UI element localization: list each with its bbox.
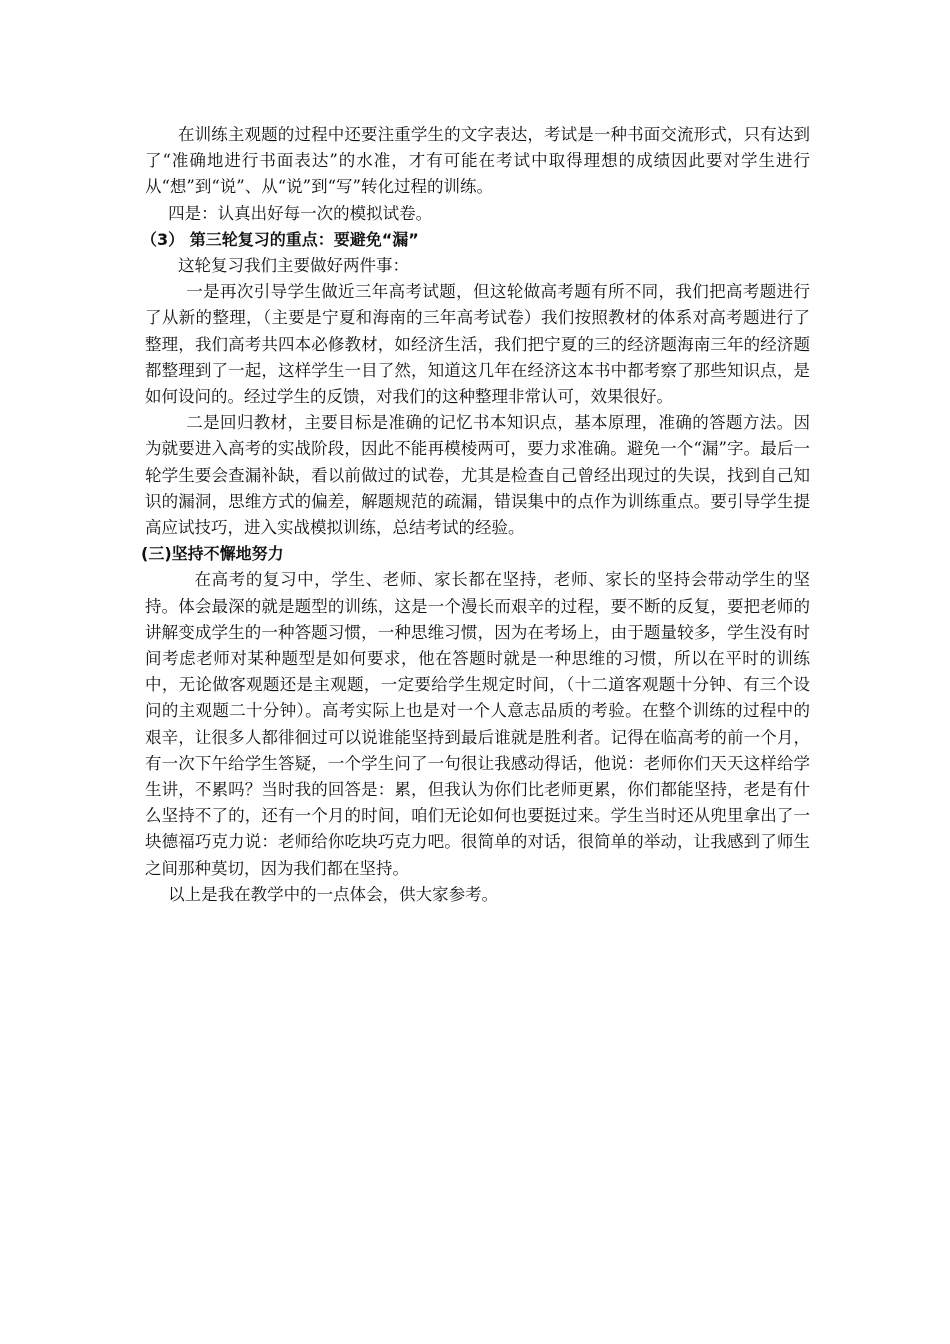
document-page [141, 122, 810, 908]
paragraph-point-one: 一是再次引导学生做近三年高考试题，但这轮做高考题有所不同，我们把高考题进行了从新的整理，（主要是宁夏和海南的三年高考试卷）我们按照教材的体系对高考题进行了整理，我们高考共四本必修教材，如经济生活，我们把宁夏的三的经济题海南三年的经济题都整理到了一起，这样学生一目了然，知道这几年在经济这本书中都考察了那些知识点，是如何设问的。经过学生的反馈，对我们的这种整理非常认可，效果很好。 [145, 282, 810, 407]
paragraph-written-expression: 在训练主观题的过程中还要注重学生的文字表达，考试是一种书面交流形式，只有达到了“准确地进行书面表达”的水准，才有可能在考试中取得理想的成绩因此要对学生进行从“想”到“说”、从“说”到“写”转化过程的训练。 [145, 125, 810, 197]
paragraph-two-things-intro: 这轮复习我们主要做好两件事： [178, 256, 409, 276]
heading-perseverance: (三)坚持不懈地努力 [141, 544, 284, 564]
paragraph-point-two: 二是回归教材，主要目标是准确的记忆书本知识点，基本原理，准确的答题方法。因为就要进入高考的实战阶段，因此不能再模棱两可，要力求准确。避免一个“漏”字。最后一轮学生要会查漏补缺，看以前做过的试卷，尤其是检查自己曾经出现过的失误，找到自己知识的漏洞，思维方式的偏差，解题规范的疏漏，错误集中的点作为训练重点。要引导学生提高应试技巧，进入实战模拟训练，总结考试的经验。 [145, 413, 810, 538]
heading-third-round-review: （3） 第三轮复习的重点：要避免“漏” [141, 229, 419, 249]
paragraph-perseverance-body: 在高考的复习中，学生、老师、家长都在坚持，老师、家长的坚持会带动学生的坚持。体会最深的就是题型的训练，这是一个漫长而艰辛的过程，要不断的反复，要把老师的讲解变成学生的一种答题习惯，一种思维习惯，因为在考场上，由于题量较多，学生没有时间考虑老师对某种题型是如何要求，他在答题时就是一种思维的习惯，所以在平时的训练中，无论做客观题还是主观题，一定要给学生规定时间，（十二道客观题十分钟、有三个设问的主观题二十分钟）。高考实际上也是对一个人意志品质的考验。在整个训练的过程中的艰辛，让很多人都徘徊过可以说谁能坚持到最后谁就是胜利者。记得在临高考的前一个月，有一次下午给学生答疑，一个学生问了一句很让我感动得话，他说：老师你们天天这样给学生讲，不累吗？当时我的回答是：累，但我认为你们比老师更累，你们都能坚持，老是有什么坚持不了的，还有一个月的时间，咱们无论如何也要挺过来。学生当时还从兜里拿出了一块德福巧克力说：老师给你吃块巧克力吧。很简单的对话，很简单的举动，让我感到了师生之间那种莫切，因为我们都在坚持。 [145, 570, 810, 878]
paragraph-mock-exam: 四是：认真出好每一次的模拟试卷。 [168, 203, 433, 223]
paragraph-conclusion: 以上是我在教学中的一点体会，供大家参考。 [168, 884, 499, 904]
